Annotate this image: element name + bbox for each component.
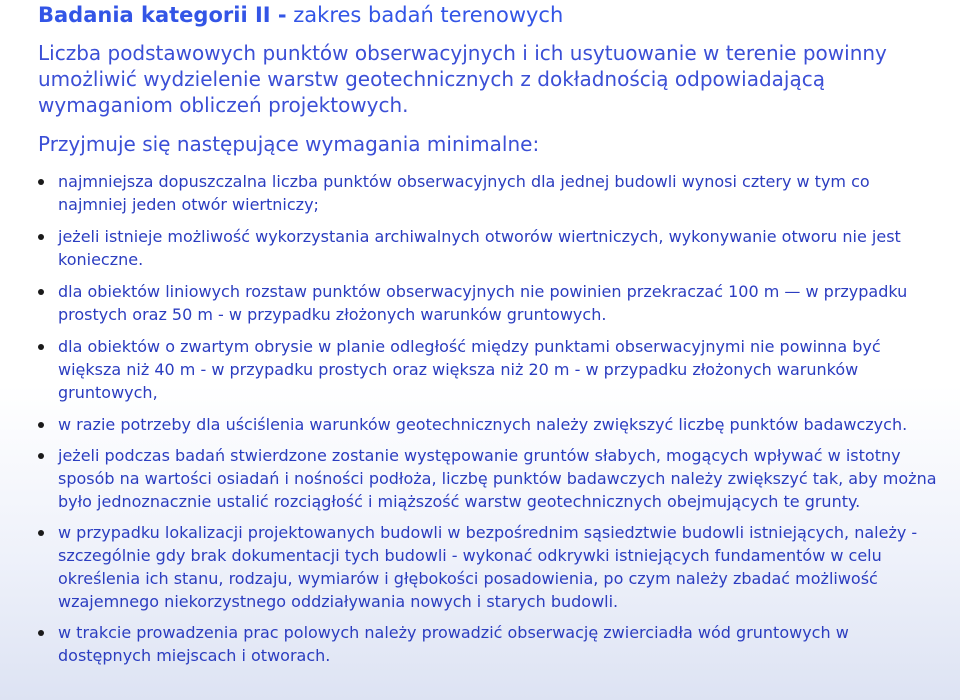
list-item-text: jeżeli istnieje możliwość wykorzystania archiwalnych otworów wiertniczych, wykonywanie otworu nie jest konieczne. xyxy=(58,227,901,269)
list-item xyxy=(38,225,938,271)
slide-title xyxy=(38,2,563,28)
list-item xyxy=(38,280,938,326)
list-item-text: w razie potrzeby dla uściślenia warunków geotechnicznych należy zwiększyć liczbę punktów badawczych. xyxy=(58,415,908,434)
bullet-icon xyxy=(38,453,44,459)
list-item-text: jeżeli podczas badań stwierdzone zostanie występowanie gruntów słabych, mogących wpływać w istotny sposób na wartości osiadań i nośności podłoża, liczbę punktów badawczych należy zwiększyć tak, aby można było jednoznacznie ustalić rozciągłość i miąższość warstw geotechnicznych obejmujących te grunty. xyxy=(58,446,937,511)
list-item xyxy=(38,413,938,436)
title-strong: Badania kategorii II - xyxy=(38,3,287,27)
list-item xyxy=(38,621,938,667)
bullet-icon xyxy=(38,234,44,240)
list-item-text: dla obiektów liniowych rozstaw punktów obserwacyjnych nie powinien przekraczać 100 m — w przypadku prostych oraz 50 m - w przypadku złożonych warunków gruntowych. xyxy=(58,282,908,324)
list-item xyxy=(38,335,938,404)
title-normal: zakres badań terenowych xyxy=(286,3,564,27)
list-item-text: najmniejsza dopuszczalna liczba punktów obserwacyjnych dla jednej budowli wynosi cztery w tym co najmniej jeden otwór wiertniczy; xyxy=(58,172,870,214)
bullet-icon xyxy=(38,344,44,350)
bullet-icon xyxy=(38,289,44,295)
bullet-icon xyxy=(38,179,44,185)
requirements-lead: Przyjmuje się następujące wymagania minimalne: xyxy=(38,132,540,156)
list-item-text: w przypadku lokalizacji projektowanych budowli w bezpośrednim sąsiedztwie budowli istniejących, należy - szczególnie gdy brak dokumentacji tych budowli - wykonać odkrywki istniejących fundamentów w celu określenia ich stanu, rodzaju, wymiarów i głębokości posadowienia, po czym należy zbadać możliwość wzajemnego niekorzystnego oddziaływania nowych i starych budowli. xyxy=(58,523,918,611)
bullet-icon xyxy=(38,530,44,536)
bullet-icon xyxy=(38,422,44,428)
requirements-list xyxy=(38,170,938,667)
intro-paragraph: Liczba podstawowych punktów obserwacyjnych i ich usytuowanie w terenie powinny umożliwić wydzielenie warstw geotechnicznych z dokładnością odpowiadającą wymaganiom obliczeń projektowych. xyxy=(38,41,887,117)
list-item-text: w trakcie prowadzenia prac polowych należy prowadzić obserwację zwierciadła wód gruntowych w dostępnych miejscach i otworach. xyxy=(58,623,849,665)
list-item-text: dla obiektów o zwartym obrysie w planie odległość między punktami obserwacyjnymi nie powinna być większa niż 40 m - w przypadku prostych oraz większa niż 20 m - w przypadku złożonych warunków gruntowych, xyxy=(58,337,881,402)
list-item xyxy=(38,444,938,513)
bullet-icon xyxy=(38,630,44,636)
list-item xyxy=(38,170,938,216)
list-item xyxy=(38,521,938,613)
